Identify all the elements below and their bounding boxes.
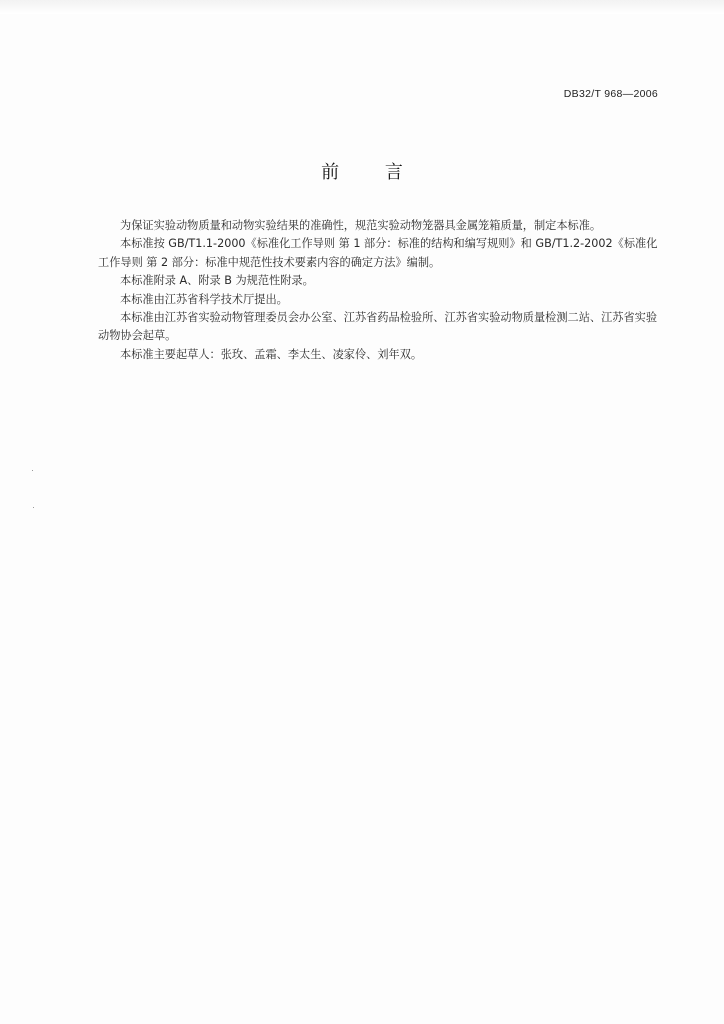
scan-specks [32, 470, 35, 510]
paragraph-drafting-basis: 本标准按 GB/T1.1-2000《标准化工作导则 第 1 部分：标准的结构和编写规则》和 GB/T1.2-2002《标准化工作导则 第 2 部分：标准中规范性技术要素内容的确定方法》编制。 [98, 237, 658, 269]
paragraph-drafting-units: 本标准由江苏省实验动物管理委员会办公室、江苏省药品检验所、江苏省实验动物质量检测二站、江苏省实验动物协会起草。 [98, 311, 658, 343]
paragraph-drafters: 本标准主要起草人：张玫、孟霜、李太生、凌家伶、刘年双。 [120, 347, 423, 361]
scan-edge [0, 0, 724, 14]
paragraph-appendix: 本标准附录 A、附录 B 为规范性附录。 [120, 274, 314, 288]
standard-code: DB32/T 968—2006 [563, 88, 658, 100]
paragraph-proposer: 本标准由江苏省科学技术厅提出。 [120, 292, 288, 306]
paragraph-purpose: 为保证实验动物质量和动物实验结果的准确性，规范实验动物笼器具金属笼箱质量，制定本标准。 [120, 219, 602, 232]
foreword-body [98, 217, 663, 364]
section-heading: 前 言 [321, 162, 403, 183]
